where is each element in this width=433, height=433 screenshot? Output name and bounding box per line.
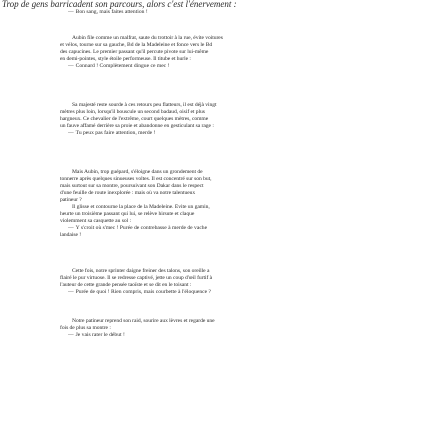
paragraph-line: l'auteur de cette grande pensée taoïste et se dit en le toisant : — [60, 282, 192, 288]
paragraph-line: d'une feuille de route inexplorée : mais où va notre talentueux — [60, 190, 196, 196]
paragraph-line: Mais Aubin, trop guépard, s'éloigne dans un grondement de — [72, 169, 203, 175]
partial-top-line: Trop de gens barricadent son parcours, alors c'est l'énervement : — [2, 0, 237, 9]
paragraph-line: des capucines. Le premier passant qu'il percute pivote sur lui-même — [60, 49, 209, 55]
paragraph-line: et vélos, tourne sur sa gauche, Bd de la Madeleine et fonce vers le Bd — [60, 42, 213, 48]
paragraph-line: Notre patineur reprend son raid, sourire aux lèvres et regarde une — [72, 318, 215, 324]
paragraph-line: Il glisse et contourne la place de la Madeleine. Évite un gamin, — [72, 204, 210, 210]
paragraph-line: mais surtout sur sa montre, poursuivant son Dakar dans le respect — [60, 183, 204, 189]
paragraph-line: violemment sa casquette au sol : — [60, 218, 131, 224]
paragraph-line: Cette fois, notre sprinter daigne freiner des talons, son oreille a — [72, 268, 210, 274]
paragraph-line: tonnerre après quelques sinueuses voltes. Il est concentré sur son but, — [60, 176, 212, 182]
dialogue-line: — Bon sang, mais faites attention ! — [68, 9, 420, 16]
paragraph-line: hargneux. Ce chevalier de l'extrême, court quelques mètres, comme — [60, 116, 209, 122]
paragraph-line: patineur ? — [60, 197, 82, 203]
paragraph-line: flairé le pur virtuose. Il se redresse captivé, jette un coup d'œil furtif à — [60, 275, 213, 281]
dialogue-line: — Connard ! Complètement dingue ce mec ! — [68, 63, 420, 70]
paragraph-line: un fauve affamé derrière sa proie et abandonne en gesticulant sa rage : — [60, 123, 214, 129]
paragraph-line: landaise ! — [60, 232, 82, 238]
paragraph-line: mètres plus loin, lorsqu'il bouscule un second badaud, oisif et plus — [60, 109, 205, 115]
paragraph-line: heurte un troisième passant qui lui, se relève hirsute et claque — [60, 211, 195, 217]
paragraph-line: fois de plus sa montre : — [60, 325, 111, 331]
dialogue-line: — Y s'croit où s'mec ! Purée de contrebasse à merde de vache — [68, 225, 420, 232]
dialogue-line: — Je vais rater le début ! — [68, 332, 420, 339]
dialogue-line: — Tu peux pas faire attention, merde ! — [68, 130, 420, 137]
paragraph-line: Sa majesté reste sourde à ces retours peu flatteurs, il est déjà vingt — [72, 102, 217, 108]
dialogue-line: — Purée de quoi ! Rien compris, mais courbette à l'éloquence ? — [68, 289, 420, 296]
paragraph-line: en demi-pointes, style étoile performeuse. Il titube et hurle : — [60, 56, 191, 62]
paragraph-line: Aubin file comme un malfrat, saute du trottoir à la rue, évite voitures — [72, 35, 223, 41]
